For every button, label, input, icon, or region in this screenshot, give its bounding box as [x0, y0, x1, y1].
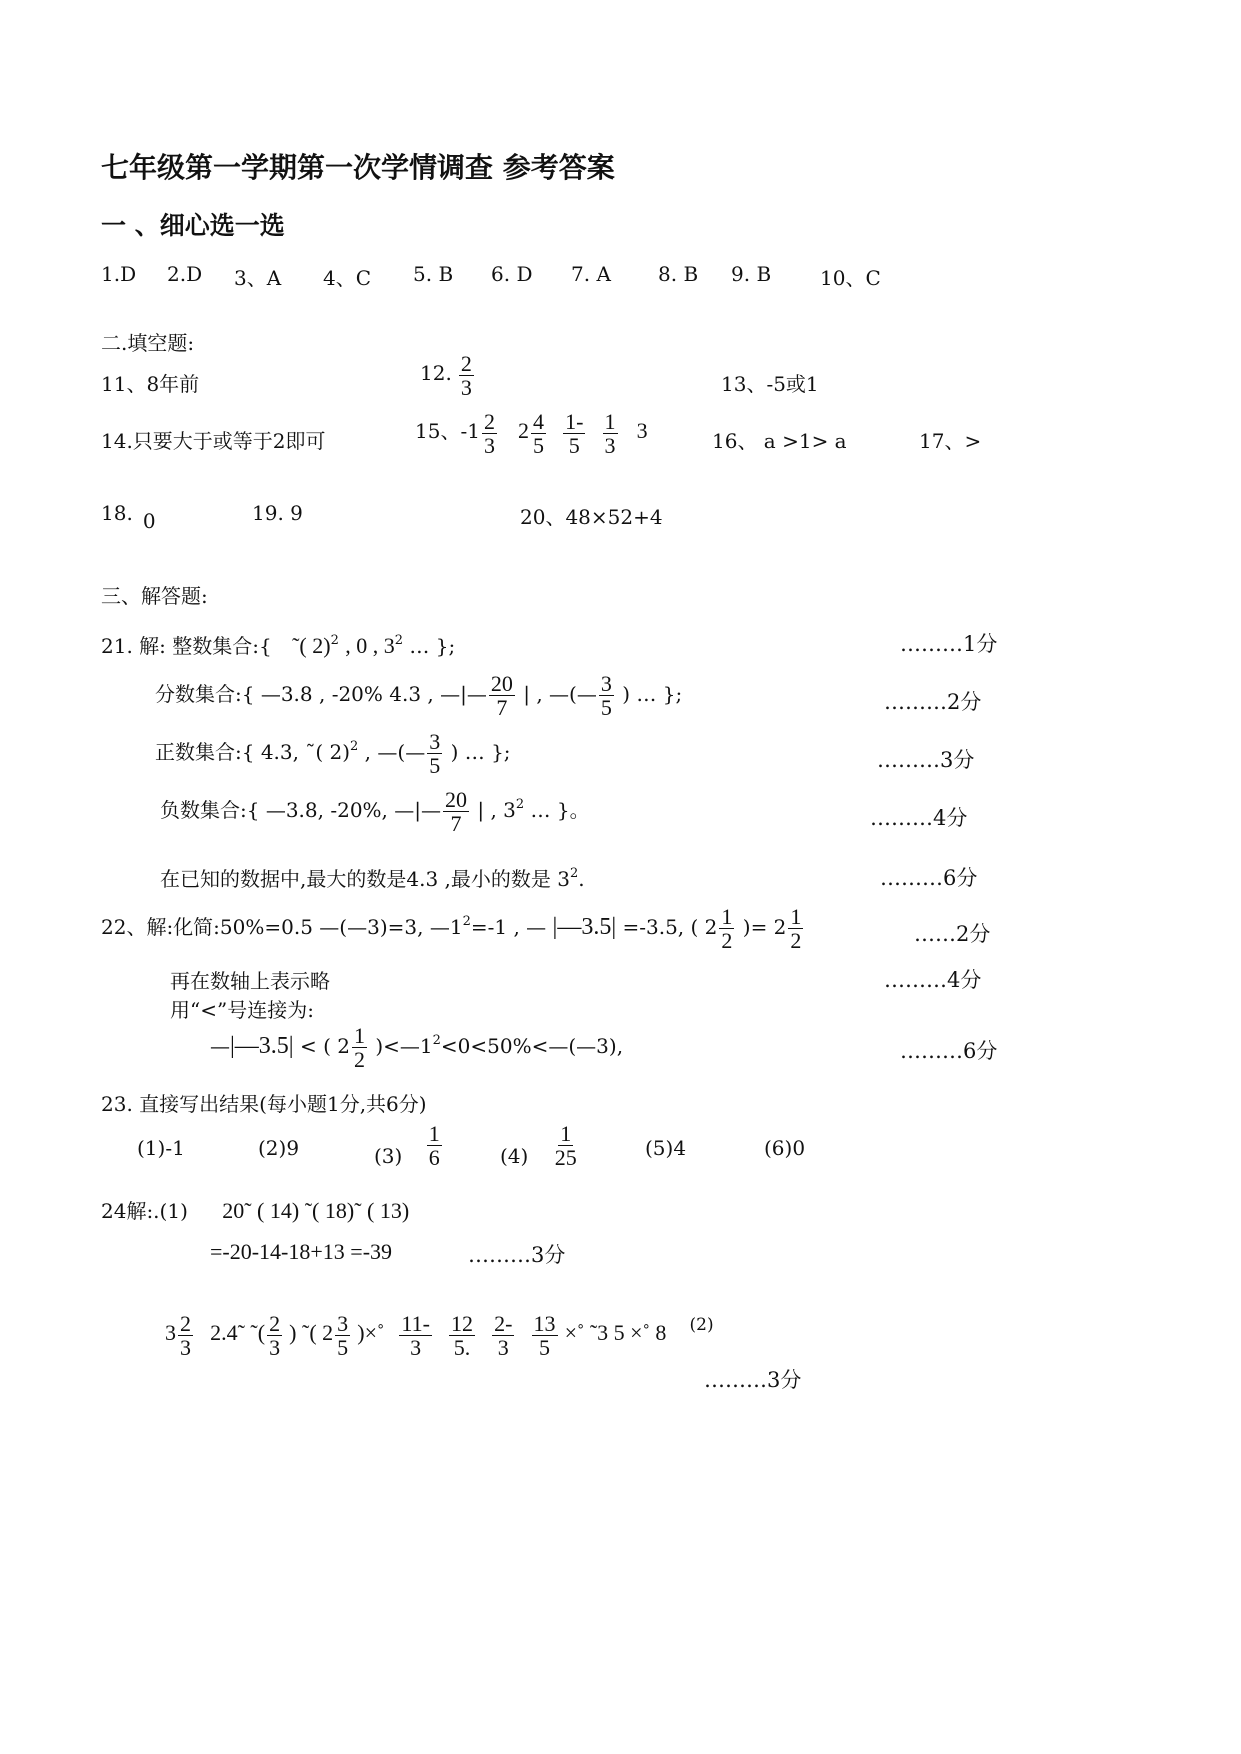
- q24-score-1: ………3分: [468, 1243, 566, 1267]
- q12-fraction: $\frac{2}{3}$: [460, 351, 472, 401]
- q22-connect-note: 用“<”号连接为:: [170, 998, 314, 1022]
- q14-answer: 14.只要大于或等于2即可: [101, 429, 326, 453]
- answer-3: 3、A: [234, 266, 282, 290]
- answer-7: 7. A: [571, 262, 611, 286]
- q22-number-line-note: 再在数轴上表示略: [170, 969, 330, 993]
- q20-answer: 20、48×52+4: [520, 505, 663, 529]
- q22-chain: —|—3.5| < ( 2 $\frac{1}{2}$ )$<—1^2<0<50\%<—(—3)$,: [210, 1023, 624, 1073]
- q23-answer-6: (6)0: [764, 1136, 806, 1160]
- q19-answer: 19. 9: [252, 501, 303, 525]
- answer-4: 4、C: [323, 266, 372, 290]
- answer-2: 2.D: [167, 262, 203, 286]
- answer-8: 8. B: [658, 262, 699, 286]
- answer-10: 10、C: [820, 266, 881, 290]
- q21-fraction-set: 分数集合:{ —3.8 , -20% 4.3 , —|— $\frac{20}{7}$ | , —(— $\frac{3}{5}$ ) … };: [155, 671, 683, 721]
- answer-6: 6. D: [491, 262, 533, 286]
- q12-answer: [420, 352, 476, 399]
- q23-answer-5: (5)4: [645, 1136, 687, 1160]
- section-2-heading: 二.填空题:: [101, 331, 195, 355]
- q23-heading: 23. 直接写出结果(每小题1分,共6分): [101, 1092, 427, 1116]
- q22-score-4: ………4分: [884, 968, 982, 992]
- q23-answer-4: (4) $\frac{1}{25}$: [500, 1121, 577, 1171]
- q21-score-4: ………4分: [870, 806, 968, 830]
- q11-answer: 11、8年前: [101, 372, 200, 396]
- q21-score-6: ………6分: [880, 866, 978, 890]
- answer-9: 9. B: [731, 262, 772, 286]
- q22-score-6: ………6分: [900, 1039, 998, 1063]
- q24-score-2: ………3分: [704, 1368, 802, 1392]
- q23-answer-1: (1)-1: [137, 1136, 185, 1160]
- q24-part-2: 3 $\frac{2}{3}$ 2.4˜ ˜( $\frac{2}{3}$ ) ˜( 2 $\frac{3}{5}$ )×˚ $\frac{11-}{3}$ $\frac{12}{5.}$ $\frac{2-}{3}$ $\frac{13}{5}$ ×˚ ˜3 5 ×˚ 8 (2): [165, 1311, 714, 1361]
- q23-answer-2: (2)9: [258, 1136, 300, 1160]
- q18-answer: 18. 0: [101, 501, 156, 533]
- q21-negative-set: 负数集合:{ —3.8, -20%, —|— $\frac{20}{7}$ | , $3^2$ … }。: [160, 787, 590, 837]
- q22-simplify: 22、解:化简:50%=0.5 —(—3)=3, $—1^2=-1$ , — |—3.5| =-3.5, ( 2 $\frac{1}{2}$ )= 2 $\frac{1}{2}$: [101, 904, 802, 954]
- q23-answer-3: (3) $\frac{1}{6}$: [374, 1121, 440, 1171]
- answer-1: 1.D: [101, 262, 137, 286]
- q15-answer: 15、-1 $\frac{2}{3}$ 2 $\frac{4}{5}$ $\frac{1-}{5}$ $\frac{1}{3}$ 3: [415, 409, 648, 459]
- q21-score-2: ………2分: [884, 690, 982, 714]
- q16-answer: 16、 a >1> a: [712, 429, 847, 453]
- answer-5: 5. B: [413, 262, 454, 286]
- section-3-heading: 三、解答题:: [101, 584, 208, 608]
- q21-positive-set: 正数集合:{ 4.3, ˜( 2)$^2$ , —(— $\frac{3}{5}$ ) … };: [155, 729, 511, 779]
- q12-label: 12.: [420, 361, 452, 386]
- q21-conclusion: 在已知的数据中,最大的数是4.3 ,最小的数是 $3^2$.: [160, 866, 585, 891]
- q24-part-1: 24解:.(1) 20˜ ( 14) ˜( 18)˜ ( 13): [101, 1198, 410, 1223]
- q22-score-2: ……2分: [914, 922, 991, 946]
- q21-score-1: ………1分: [900, 632, 998, 656]
- page-title: 七年级第一学期第一次学情调查 参考答案: [101, 151, 615, 184]
- q21-score-3: ………3分: [877, 748, 975, 772]
- q13-answer: 13、-5或1: [721, 372, 819, 396]
- section-1-heading: 一 、细心选一选: [101, 211, 285, 240]
- q17-answer: 17、>: [919, 429, 982, 453]
- q24-part-1-result: =-20-14-18+13 =-39: [210, 1239, 393, 1264]
- q21-integer-set: 21. 解: 整数集合:{ ˜( 2)$^2$ , 0 , $3^2$ … };: [101, 633, 456, 658]
